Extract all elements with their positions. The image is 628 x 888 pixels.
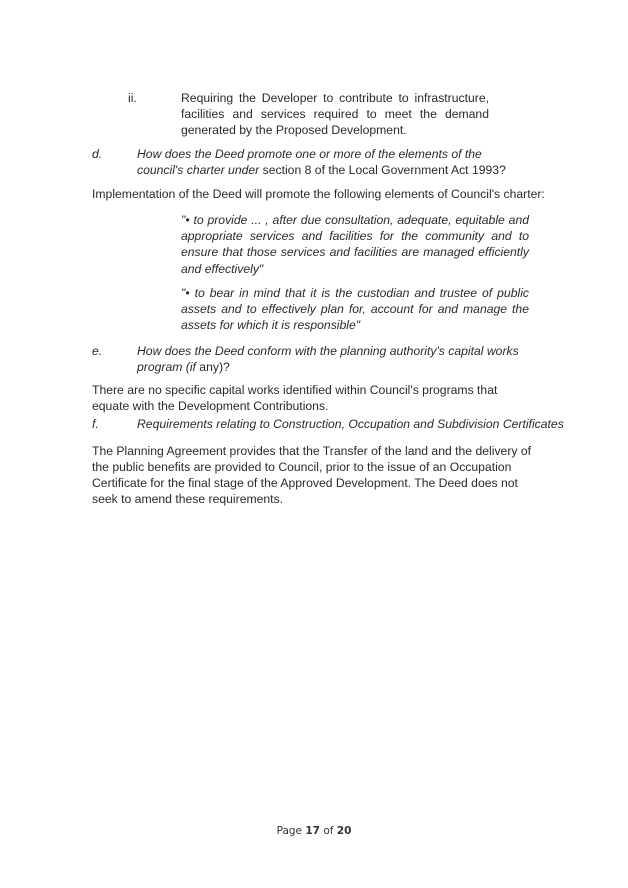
section-letter-d: d. <box>92 147 103 161</box>
charter-quote: "• to bear in mind that it is the custodian and trustee of public assets and to effectively plan for, account for and manage the assets for which it is responsible" <box>181 286 529 333</box>
footer-page-label: Page <box>276 825 306 837</box>
section-letter-e: e. <box>92 344 103 358</box>
question-plain-part: any)? <box>195 360 230 374</box>
footer-current-page: 17 <box>305 825 320 837</box>
list-item-text: Requiring the Developer to contribute to infrastructure, facilities and services required to meet the demand generated by the Proposed Development. <box>181 91 489 137</box>
question-italic-part: How does the Deed promote one or more of the elements of the council's charter under <box>137 147 482 177</box>
footer-total-pages: 20 <box>336 825 352 837</box>
charter-quote: "• to provide ... , after due consultation, adequate, equitable and appropriate services and facilities for the community and to ensure that those services and facilities are managed efficiently and effectively" <box>181 213 529 276</box>
section-question-e <box>137 343 522 375</box>
question-italic-part: How does the Deed conform with the planning authority's capital works program (if <box>137 344 519 374</box>
section-question-d <box>137 146 517 178</box>
list-item-number: ii. <box>128 91 137 105</box>
section-letter-f: f. <box>92 417 99 431</box>
question-plain-part: section 8 of the Local Government Act 1993? <box>259 163 506 177</box>
page-number-footer <box>0 823 628 839</box>
section-heading-f: Requirements relating to Construction, Occupation and Subdivision Certificates <box>137 417 564 431</box>
body-paragraph: The Planning Agreement provides that the Transfer of the land and the delivery of the public benefits are provided to Council, prior to the issue of an Occupation Certificate for the final stage of the Approved Development. The Deed does not seek to amend these requirements. <box>92 444 532 506</box>
body-paragraph: Implementation of the Deed will promote the following elements of Council's charter: <box>92 187 545 201</box>
body-paragraph: There are no specific capital works identified within Council's programs that equate with the Development Contributions. <box>92 383 498 413</box>
footer-of-label: of <box>319 825 337 837</box>
